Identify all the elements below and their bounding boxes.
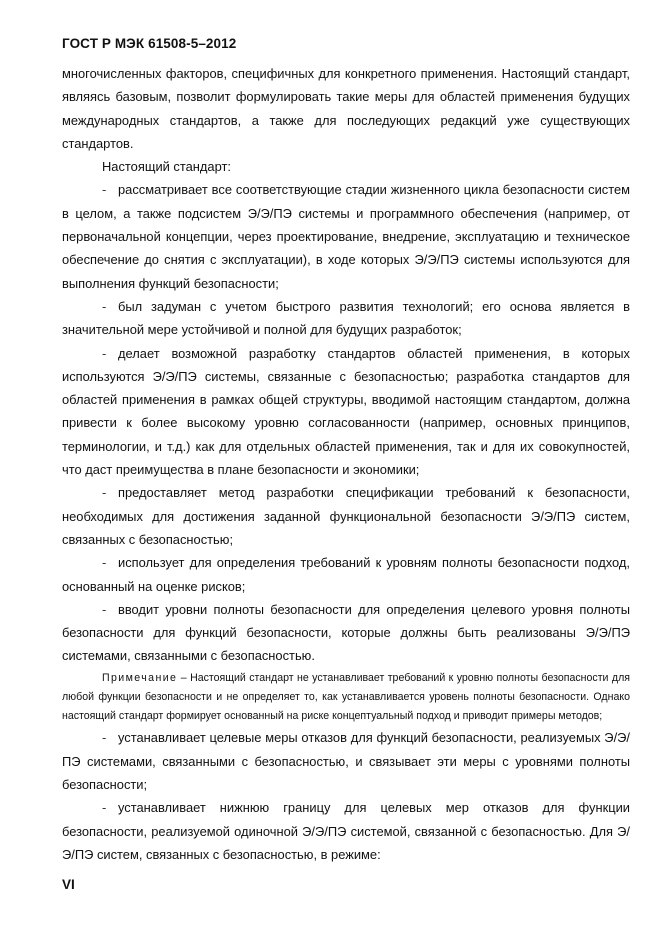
list-item-text: предоставляет метод разработки спецификации требований к безопасности, необходимых для достижения заданной функциональной безопасности Э/Э/ПЭ систем, связанных с безопасностью; xyxy=(62,485,630,547)
bullet-dash: - xyxy=(102,601,107,617)
bullet-dash: - xyxy=(102,182,107,198)
bullet-dash: - xyxy=(102,485,107,501)
bullet-dash: - xyxy=(102,800,107,816)
bullet-dash: - xyxy=(102,298,107,314)
bullet-dash: - xyxy=(102,345,107,361)
list-item xyxy=(62,295,630,342)
note xyxy=(62,669,630,727)
document-body xyxy=(62,62,630,866)
list-item-text: вводит уровни полноты безопасности для определения целевого уровня полноты безопасности для функций безопасности, которые должны быть реализованы Э/Э/ПЭ системами, связанными с безопасностью. xyxy=(62,601,630,664)
page-number: VI xyxy=(62,877,75,892)
list-item-text: устанавливает нижнюю границу для целевых мер отказов для функции безопасности, реализуемой одиночной Э/Э/ПЭ системой, связанной с безопасностью. Для Э/Э/ПЭ систем, связанных с безопасностью, в режиме: xyxy=(62,800,630,862)
list-item-text: рассматривает все соответствующие стадии жизненного цикла безопасности систем в целом, а также подсистем Э/Э/ПЭ системы и программного обеспечения (например, от первоначальной концепции, через проектирование, внедрение, эксплуатацию и техническое обеспечение до снятия с эксплуатации), в ходе которых Э/Э/ПЭ системы используются для выполнения функций безопасности; xyxy=(62,182,630,291)
list-item xyxy=(62,726,630,796)
bullet-dash: - xyxy=(102,555,107,571)
note-text: Настоящий стандарт не устанавливает требований к уровню полноты безопасности для любой функции безопасности и не определяет то, как устанавливается уровень полноты безопасности. Однако настоящий стандарт формирует основанный на риске концептуальный подход и приводит примеры методов; xyxy=(62,671,630,723)
note-separator: – xyxy=(180,671,187,684)
list-item-text: был задуман с учетом быстрого развития технологий; его основа является в значительной мере устойчивой и полной для будущих разработок; xyxy=(62,298,630,338)
list-item-text: делает возможной разработку стандартов областей применения, в которых используются Э/Э/ПЭ системы, связанные с безопасностью; разработка стандартов для областей применения в рамках общей структуры, вводимой настоящим стандартом, должна привести к более высокому уровню согласованности (например, основных принципов, терминологии, и т.д.) как для отдельных областей применения, так и для их совокупностей, что даст преимущества в плане безопасности и экономики; xyxy=(62,345,630,478)
document-header: ГОСТ Р МЭК 61508-5–2012 xyxy=(62,36,237,51)
list-item xyxy=(62,598,630,668)
bullet-dash: - xyxy=(102,730,107,746)
list-item xyxy=(62,551,630,598)
note-label: Примечание xyxy=(102,671,178,684)
paragraph-continuation: многочисленных факторов, специфичных для конкретного применения. Настоящий стандарт, являясь базовым, позволит формулировать такие меры для областей применения будущих международных стандартов, а также для последующих редакций уже существующих стандартов. xyxy=(62,66,630,151)
list-item xyxy=(62,481,630,551)
list-item xyxy=(62,178,630,294)
list-item-text: использует для определения требований к уровням полноты безопасности подход, основанный на оценке рисков; xyxy=(62,555,630,594)
paragraph-intro: Настоящий стандарт: xyxy=(102,159,231,175)
list-item xyxy=(62,796,630,866)
list-item xyxy=(62,342,630,482)
list-item-text: устанавливает целевые меры отказов для функций безопасности, реализуемых Э/Э/ПЭ системами, связанными с безопасностью, и связывает эти меры с уровнями полноты безопасности; xyxy=(62,730,630,792)
